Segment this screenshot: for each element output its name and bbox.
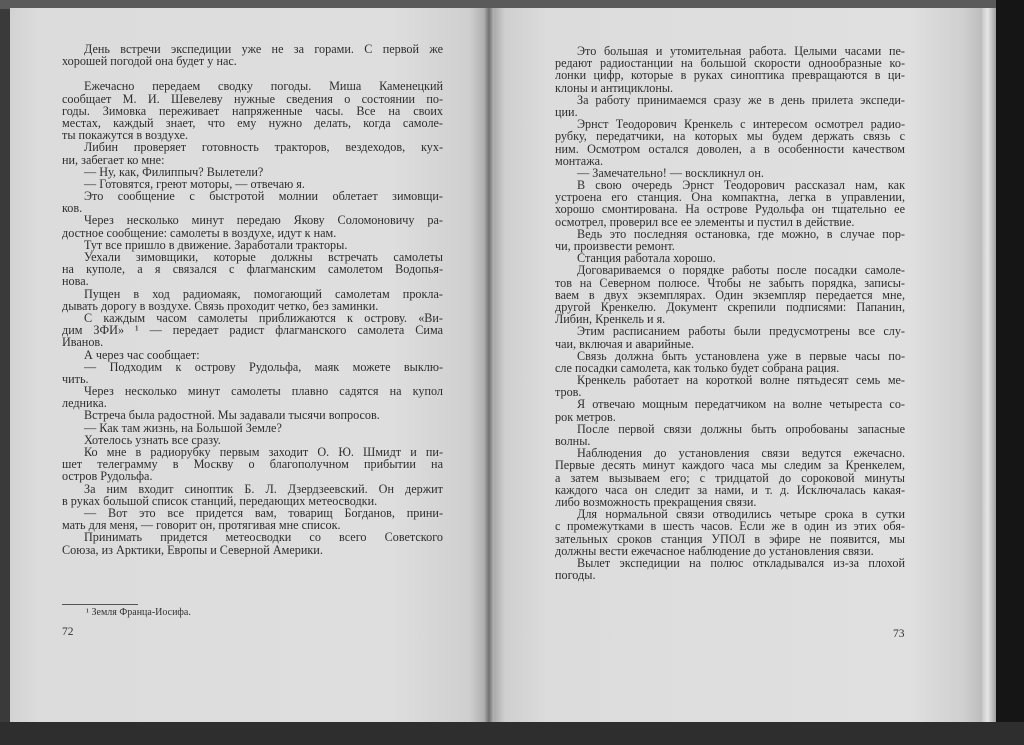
text-line: Этим расписанием работы были предусмотрены все слу- <box>577 324 905 339</box>
text-line: Либин, Кренкель и я. <box>555 312 666 327</box>
paragraph <box>555 508 905 557</box>
text-line: Принимать придется метеосводки со всего Советского <box>84 530 443 545</box>
text-line: либо возможность прекращения связи. <box>555 494 757 509</box>
paragraph <box>62 409 443 421</box>
text-line: мать для меня, — говорит он, протягивая мне список. <box>62 518 341 533</box>
paragraph <box>555 118 905 167</box>
text-line: После первой связи должны быть опробованы запасные <box>577 421 905 436</box>
footnote: ¹ Земля Франца-Иосифа. <box>86 607 191 618</box>
text-line: осмотрел, проверил все ее элементы и пустил в действие. <box>555 214 855 229</box>
text-line: достное сообщение: самолеты в воздухе, идут к нам. <box>62 225 337 240</box>
paragraph <box>555 350 905 374</box>
paragraph <box>62 507 443 531</box>
text-line: ваем в двух экземплярах. Один экземпляр передается мне, <box>555 287 905 302</box>
text-line: Кренкель работает на короткой волне пятьдесят семь ме- <box>577 373 905 388</box>
text-line: Пущен в ход радиомаяк, помогающий самолетам прокла- <box>84 286 443 301</box>
text-line: Тут все пришло в движение. Заработали тракторы. <box>84 237 348 252</box>
text-line: хорошей погодой она будет у нас. <box>62 54 237 69</box>
text-line: День встречи экспедиции уже не за горами. С первой же <box>84 42 443 56</box>
scan-right-border <box>996 0 1024 745</box>
paragraph <box>62 251 443 288</box>
footnote-rule <box>62 604 138 605</box>
text-line: Иванов. <box>62 335 104 350</box>
text-line: нова. <box>62 274 89 289</box>
text-line: должны вести ежечасное наблюдение до установления связи. <box>555 543 874 558</box>
text-line: Через несколько минут самолеты плавно садятся на купол <box>84 384 443 399</box>
text-line: Первые десять минут каждого часа мы следим за Кренкелем, <box>555 458 905 473</box>
text-line: Хотелось узнать все сразу. <box>84 432 221 447</box>
text-line: Ведь это последняя остановка, где можно, в случае пор- <box>577 226 905 241</box>
text-line: клоны и антициклоны. <box>555 80 674 95</box>
text-line: на куполе, а я связался с флагманским самолетом Водопья- <box>62 262 443 277</box>
text-line: Я отвечаю мощным передатчиком на волне четыреста со- <box>577 397 905 412</box>
page-number-left: 72 <box>62 626 74 638</box>
text-line: — Вот это все придется вам, товарищ Богданов, прини- <box>84 505 443 520</box>
text-line: Это сообщение с быстротой молнии облетает зимовщи- <box>84 189 443 204</box>
paragraph <box>62 288 443 312</box>
left-page-text <box>62 43 443 556</box>
right-page-text <box>555 45 905 581</box>
book-gutter <box>484 8 494 724</box>
text-line: дывать дорогу в воздухе. Связь проходит четко, без заминки. <box>62 298 379 313</box>
text-line: местах, каждый знает, что ему нужно делать, когда самоле- <box>62 115 443 130</box>
text-line: сле посадки самолета, как только будет собрана рация. <box>555 360 840 375</box>
text-line: За работу принимаемся сразу же в день прилета экспеди- <box>577 92 905 107</box>
text-line: каждого часа он следит за нами, и т. д. Исключалась какая- <box>555 482 905 497</box>
text-line: Договариваемся о порядке работы после посадки самоле- <box>577 263 905 278</box>
paragraph <box>62 43 443 67</box>
paragraph <box>62 80 443 141</box>
text-line: Это большая и утомительная работа. Целыми часами пе- <box>577 44 905 58</box>
paragraph <box>555 374 905 398</box>
text-line: Вылет экспедиции на полюс откладывался из-за плохой <box>577 555 905 570</box>
text-line: Эрнст Теодорович Кренкель с интересом осмотрел радио- <box>577 117 905 132</box>
text-line: Встреча была радостной. Мы задавали тысячи вопросов. <box>84 408 380 423</box>
paragraph <box>555 228 905 252</box>
text-line: в руках большой список станций, передающих метеосводки. <box>62 493 378 508</box>
text-line: дим ЗФИ» ¹ — передает радист флагманского самолета Сима <box>62 323 443 338</box>
paragraph <box>62 483 443 507</box>
text-line: лонки цифр, которые в руках синоптика превращаются в ци- <box>555 68 905 83</box>
paragraph <box>555 325 905 349</box>
scan-bottom-border <box>0 722 1024 745</box>
text-line: сообщает М. И. Шевелеву нужные сведения о состоянии по- <box>62 91 443 106</box>
text-line: тов на Северном полюсе. Чтобы не забыть порядка, записы- <box>555 275 905 290</box>
text-line: ледника. <box>62 396 107 411</box>
text-line: С каждым часом самолеты приближаются к острову. «Ви- <box>84 310 443 325</box>
text-line: ты покажутся в воздухе. <box>62 128 189 143</box>
text-line: шет телеграмму в Москву о благополучном прибытии на <box>62 457 443 472</box>
text-line: устроена его станция. Она компактна, легка в управлении, <box>555 190 905 205</box>
text-line: — Подходим к острову Рудольфа, маяк можете выклю- <box>84 359 443 374</box>
paragraph <box>555 179 905 228</box>
text-line: монтажа. <box>555 153 604 168</box>
paragraph <box>62 385 443 409</box>
text-line: другой Кренкелю. Документ скрепили подписями: Папанин, <box>555 299 905 314</box>
paragraph <box>62 214 443 238</box>
text-line: Наблюдения до установления связи ведутся ежечасно. <box>577 446 905 461</box>
paragraph <box>555 557 905 581</box>
text-line: В свою очередь Эрнст Теодорович рассказал нам, как <box>577 178 905 193</box>
text-line: чи, произвести ремонт. <box>555 239 675 253</box>
text-line: А через час сообщает: <box>84 347 200 362</box>
text-line: зательных сроков станция УПОЛ в эфире не появится, мы <box>555 531 905 546</box>
text-line: ним. Осмотром остался доволен, а в особенности качеством <box>555 141 905 156</box>
text-line: с промежутками в шесть часов. Если же в один из этих обя- <box>555 519 905 534</box>
text-line: рубку, передатчики, на которых мы будем держать связь с <box>555 129 905 144</box>
paragraph <box>62 531 443 555</box>
text-line: За ним входит синоптик Б. Л. Дзердзеевский. Он держит <box>84 481 443 496</box>
paragraph <box>555 447 905 508</box>
paragraph <box>555 423 905 447</box>
paragraph <box>555 398 905 422</box>
paragraph <box>555 94 905 118</box>
text-line: ков. <box>62 201 83 216</box>
page-edges <box>982 8 996 724</box>
paragraph <box>62 312 443 349</box>
text-line: ции. <box>555 104 578 119</box>
text-line: Для нормальной связи отводились четыре срока в сутки <box>577 507 905 522</box>
text-line: тров. <box>555 385 582 400</box>
paragraph <box>62 349 443 361</box>
text-line: — Замечательно! — воскликнул он. <box>577 165 764 180</box>
text-line: Уехали зимовщики, которые должны встречать самолеты <box>84 250 443 264</box>
text-line: чить. <box>62 371 89 386</box>
paragraph <box>555 45 905 94</box>
text-line: Союза, из Арктики, Европы и Северной Америки. <box>62 542 323 557</box>
text-line: Станция работала хорошо. <box>577 251 716 266</box>
text-line: Связь должна быть установлена уже в первые часы по- <box>577 348 905 363</box>
text-line: — Как там жизнь, на Большой Земле? <box>84 420 282 435</box>
text-line: хорошо смонтирована. На острове Рудольфа он тщательно ее <box>555 202 905 217</box>
text-line: а затем вызываем его; с тридцатой до сороковой минуты <box>555 470 905 485</box>
paragraph <box>62 361 443 385</box>
paragraph <box>62 422 443 434</box>
text-line: ни, забегает ко мне: <box>62 152 165 167</box>
text-line: Ко мне в радиорубку первым заходит О. Ю. Шмидт и пи- <box>84 445 443 459</box>
text-line: Ежечасно передаем сводку погоды. Миша Каменецкий <box>84 79 443 94</box>
text-line: редают радиостанции на большой скорости однообразные ко- <box>555 56 905 71</box>
page-number-right: 73 <box>893 628 905 640</box>
text-line: волны. <box>555 434 591 448</box>
text-line: остров Рудольфа. <box>62 469 153 484</box>
text-line: погоды. <box>555 568 596 583</box>
paragraph <box>62 190 443 214</box>
text-line: — Готовятся, греют моторы, — отвечаю я. <box>84 176 305 191</box>
text-line: — Ну, как, Филиппыч? Вылетели? <box>84 164 264 179</box>
text-line: Через несколько минут передаю Якову Соломоновичу ра- <box>84 213 443 228</box>
paragraph <box>62 446 443 483</box>
text-line: годы. Зимовка переживает напряженные часы. Все на своих <box>62 103 443 118</box>
paragraph <box>62 141 443 165</box>
text-line: рок метров. <box>555 409 616 424</box>
text-line: чаи, включая и аварийные. <box>555 336 695 351</box>
text-line: Либин проверяет готовность тракторов, вездеходов, кух- <box>84 140 443 155</box>
paragraph <box>555 264 905 325</box>
